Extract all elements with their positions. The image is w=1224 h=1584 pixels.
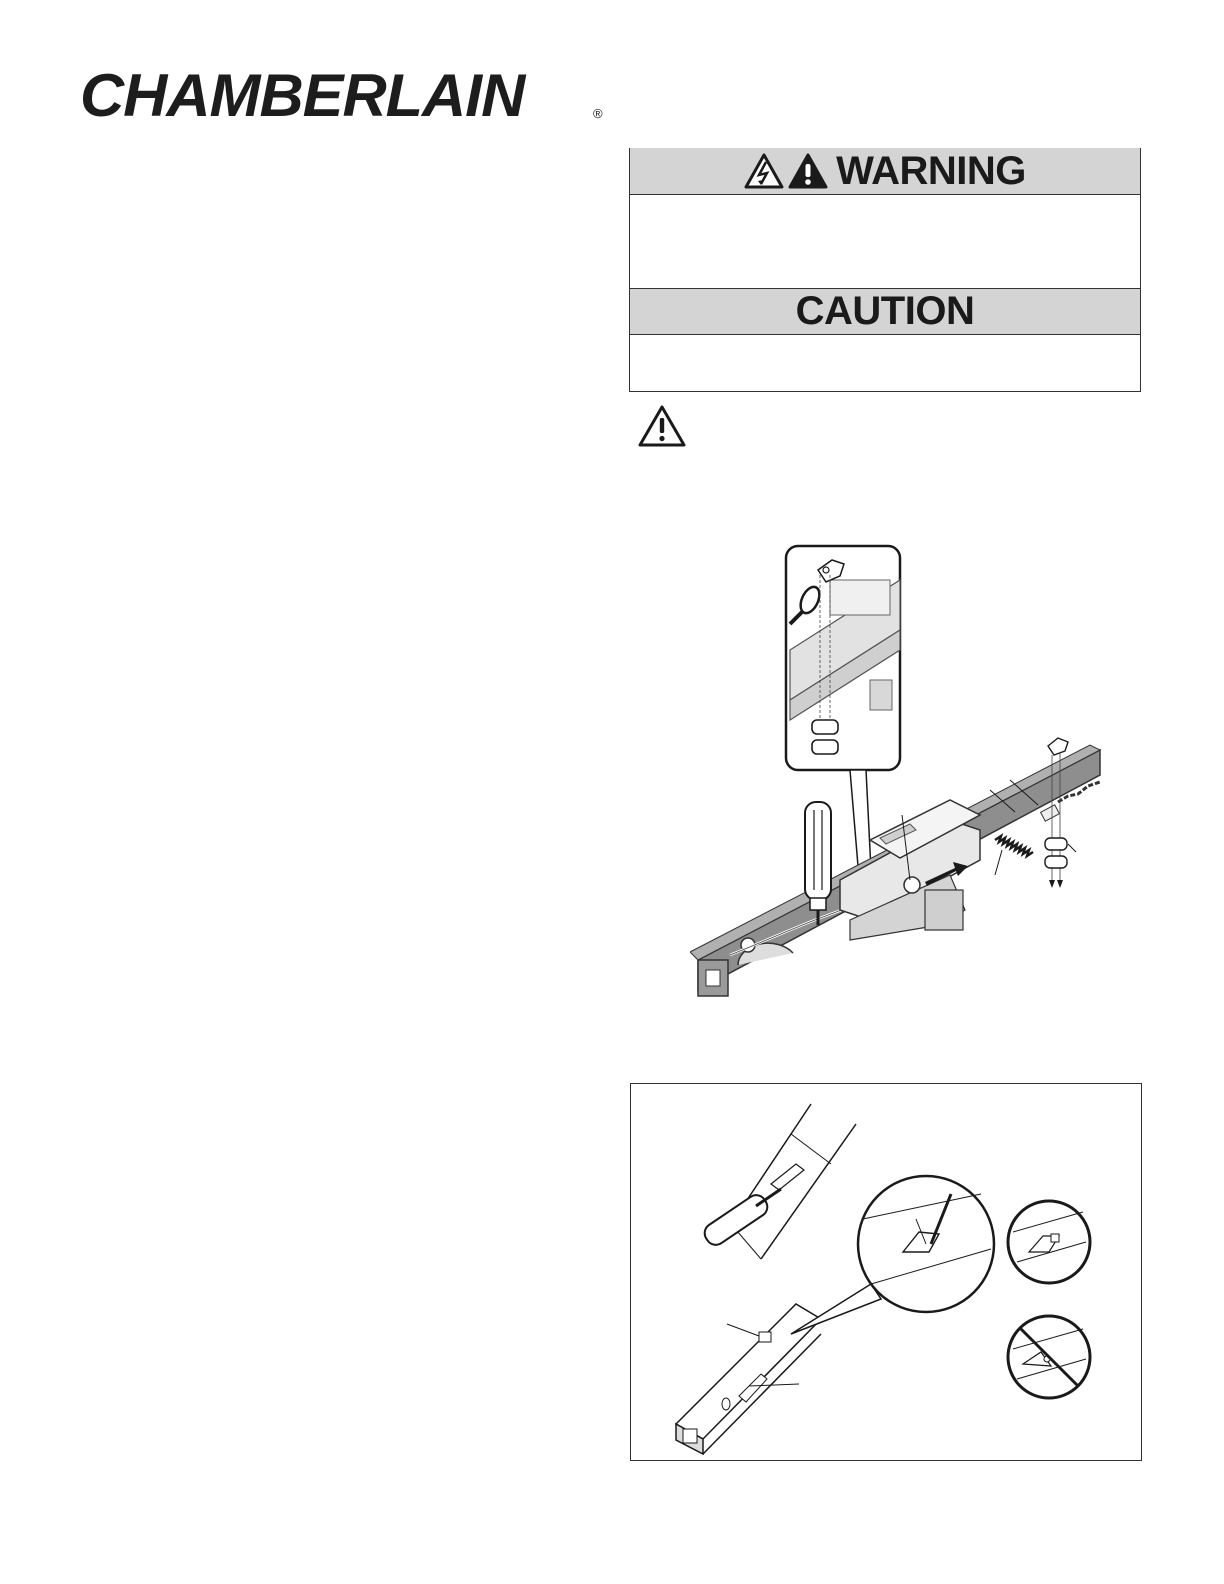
safety-box [629,148,1141,392]
registered-mark: ® [593,106,603,121]
rail-slot-figure [630,1083,1142,1461]
rail-slot-illustration [631,1084,1141,1460]
safety-alert-icon [637,404,687,448]
trolley-rail-illustration [690,540,1110,1000]
magnified-slot [791,1176,994,1334]
upper-rail [701,1104,856,1259]
caution-label: CAUTION [795,289,975,333]
brand-logo: CHAMBERLAIN [80,62,525,129]
caution-band [630,288,1140,335]
correct-example [1008,1201,1090,1283]
lower-rail [676,1304,821,1454]
incorrect-example [1008,1316,1090,1398]
chain-link-inset [786,546,900,770]
electric-shock-icon [744,153,784,189]
exclamation-icon [788,153,828,189]
warning-band [630,148,1140,195]
warning-label: WARNING [836,148,1026,193]
